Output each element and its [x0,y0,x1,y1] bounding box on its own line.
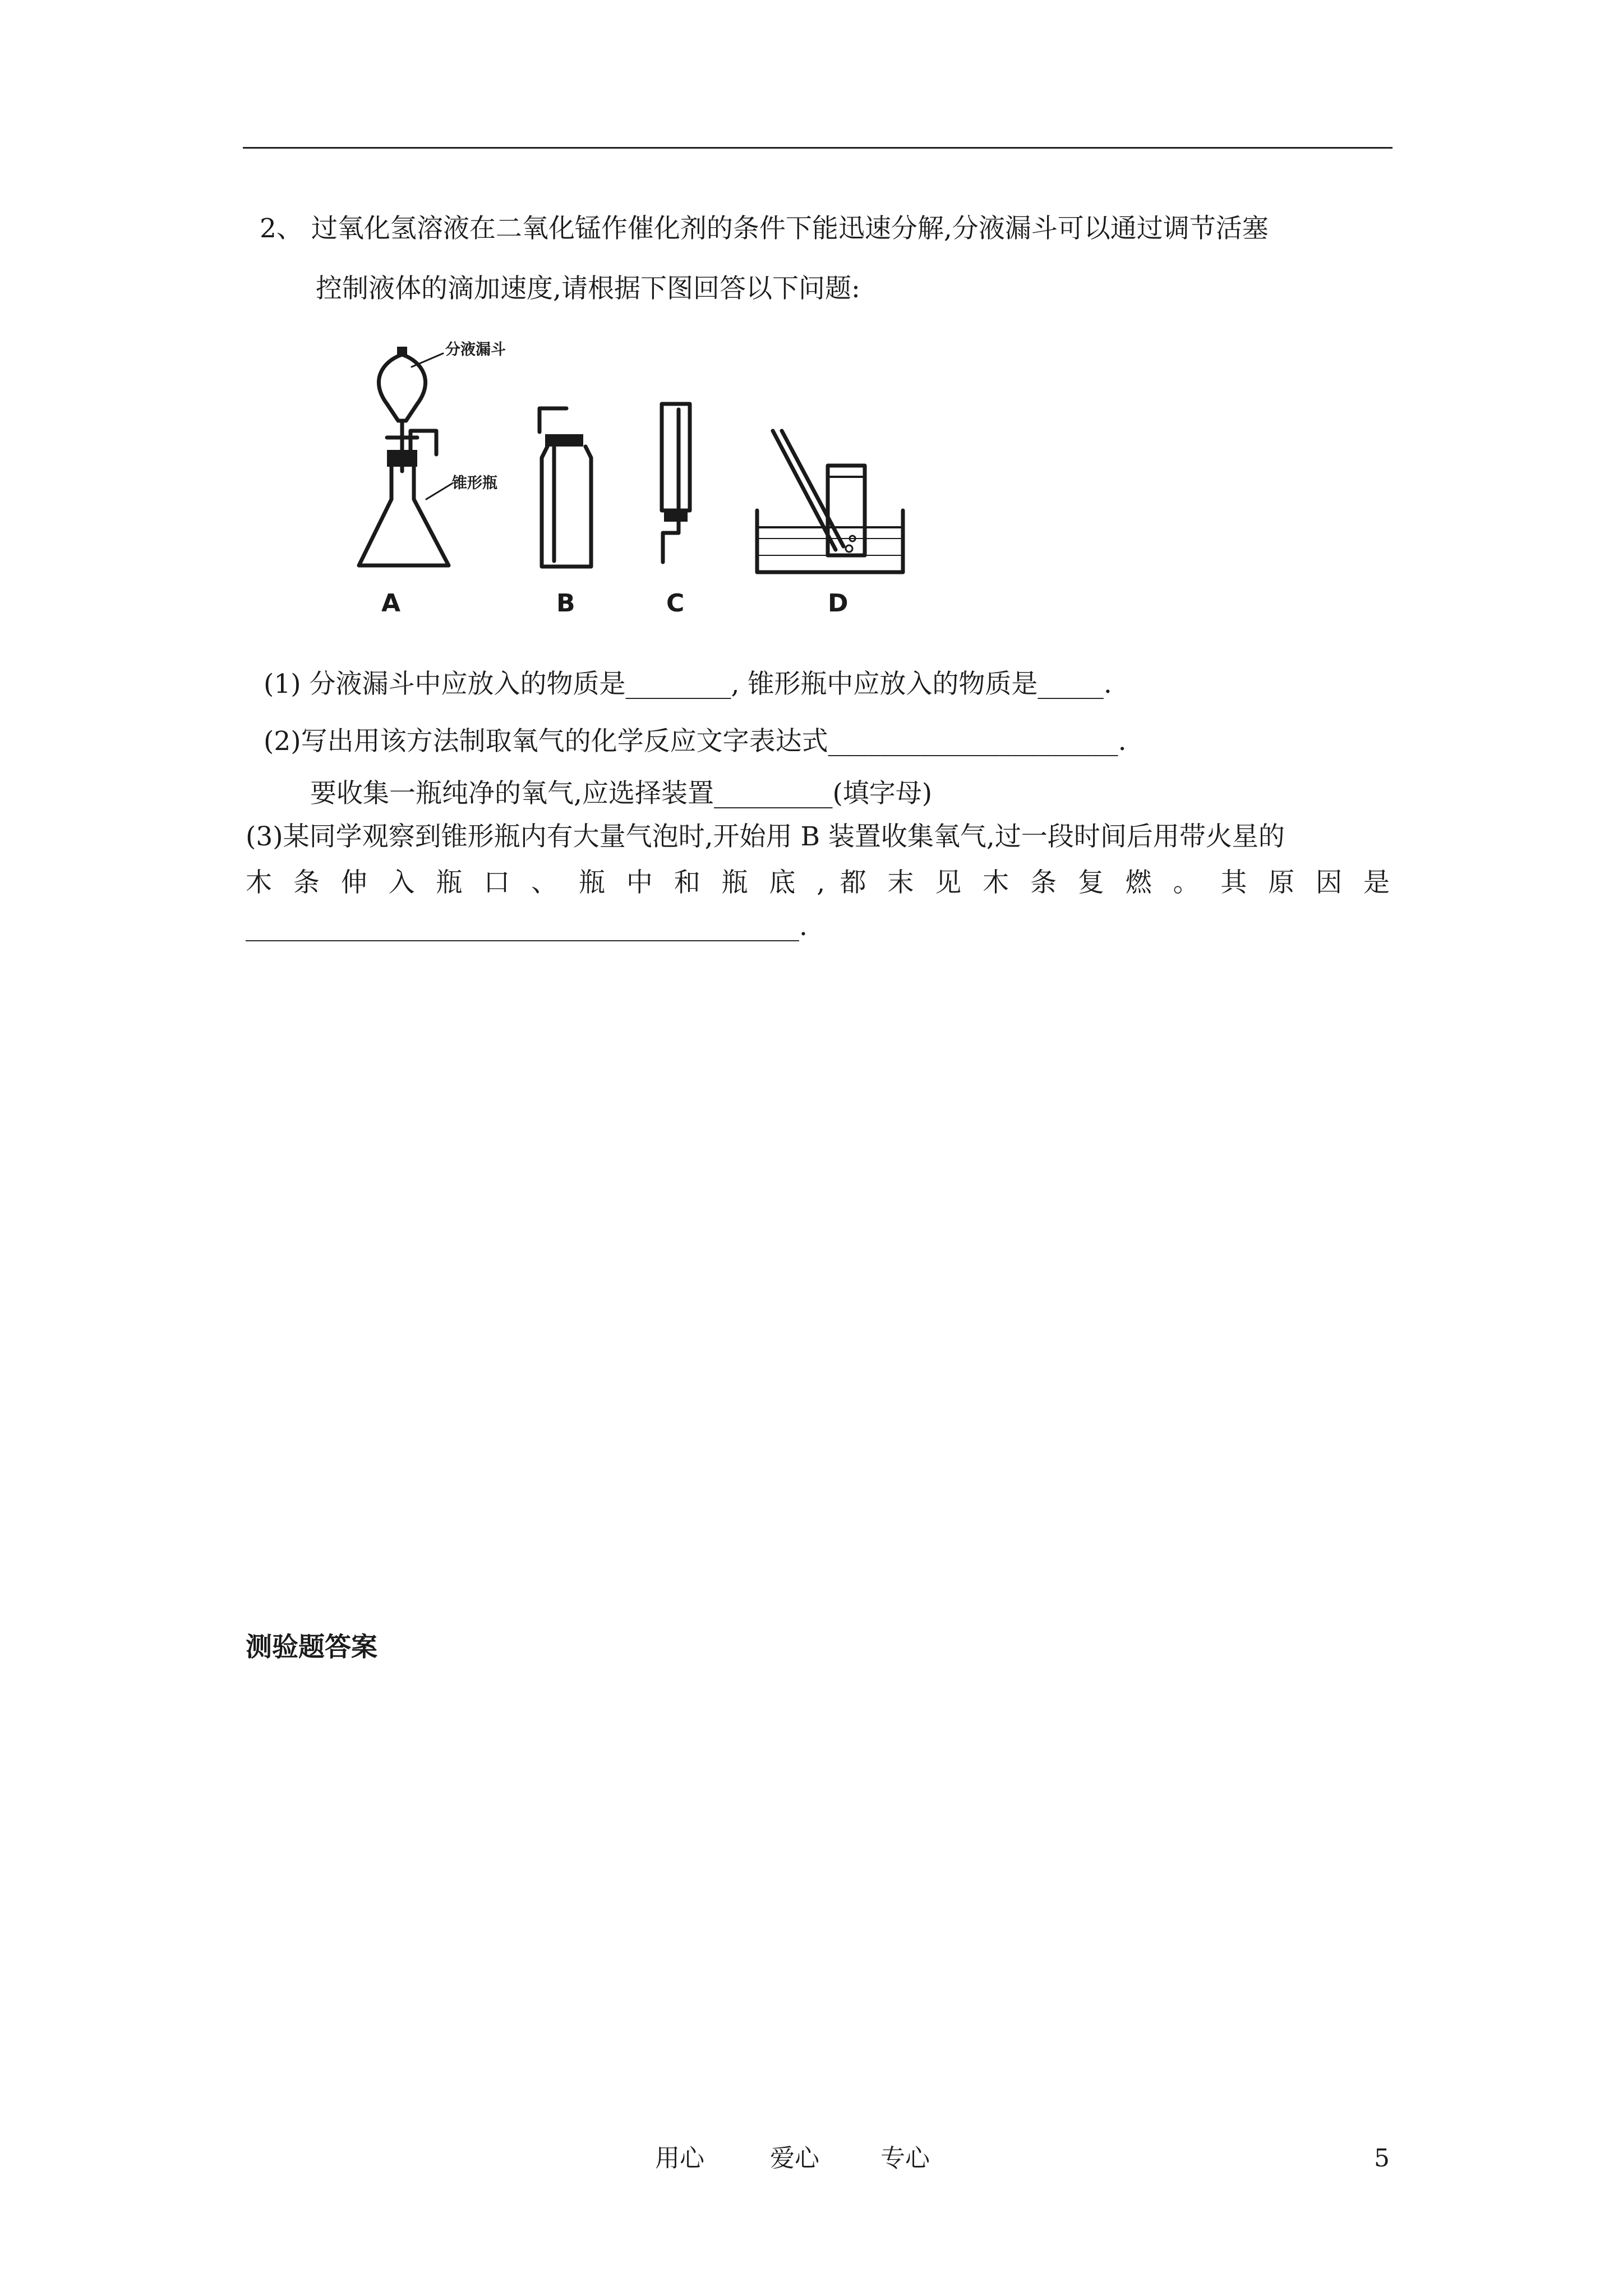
label-separatory-funnel: 分液漏斗 [445,341,506,358]
apparatus-figure [342,331,942,623]
footer-motto-2: 爱心 [770,2144,819,2173]
answers-heading: 测验题答案 [246,1632,377,1663]
apparatus-d [757,431,903,572]
footer-motto-3: 专心 [880,2144,930,2173]
question-3-line2: 木 条 伸 入 瓶 口 、 瓶 中 和 瓶 底 , 都 末 见 木 条 复 燃 。 其 原 因 是 [246,867,1390,898]
question-intro-line1: 2、 过氧化氢溶液在二氧化锰作催化剂的条件下能迅速分解,分液漏斗可以通过调节活塞 [260,213,1269,244]
page-number: 5 [1374,2144,1390,2173]
label-a: A [381,589,401,618]
apparatus-b [540,408,591,567]
question-2b: 要收集一瓶纯净的氧气,应选择装置_________(填字母) [310,778,933,809]
question-3-line3: __________________________________________. [246,911,808,942]
question-3-line1: (3)某同学观察到锥形瓶内有大量气泡时,开始用 B 装置收集氧气,过一段时间后用带火星的 [246,821,1285,852]
label-d: D [828,589,849,618]
apparatus-a [359,347,452,565]
footer-motto-1: 用心 [655,2144,704,2173]
label-b: B [556,589,575,618]
header-rule [243,147,1393,149]
question-2: (2)写出用该方法制取氧气的化学反应文字表达式______________________. [264,726,1127,757]
apparatus-c [662,404,690,562]
question-1: (1) 分液漏斗中应放入的物质是________, 锥形瓶中应放入的物质是_____. [264,669,1112,700]
label-conical-flask: 锥形瓶 [452,475,497,492]
label-c: C [666,589,685,618]
question-intro-line2: 控制液体的滴加速度,请根据下图回答以下问题: [316,273,860,304]
